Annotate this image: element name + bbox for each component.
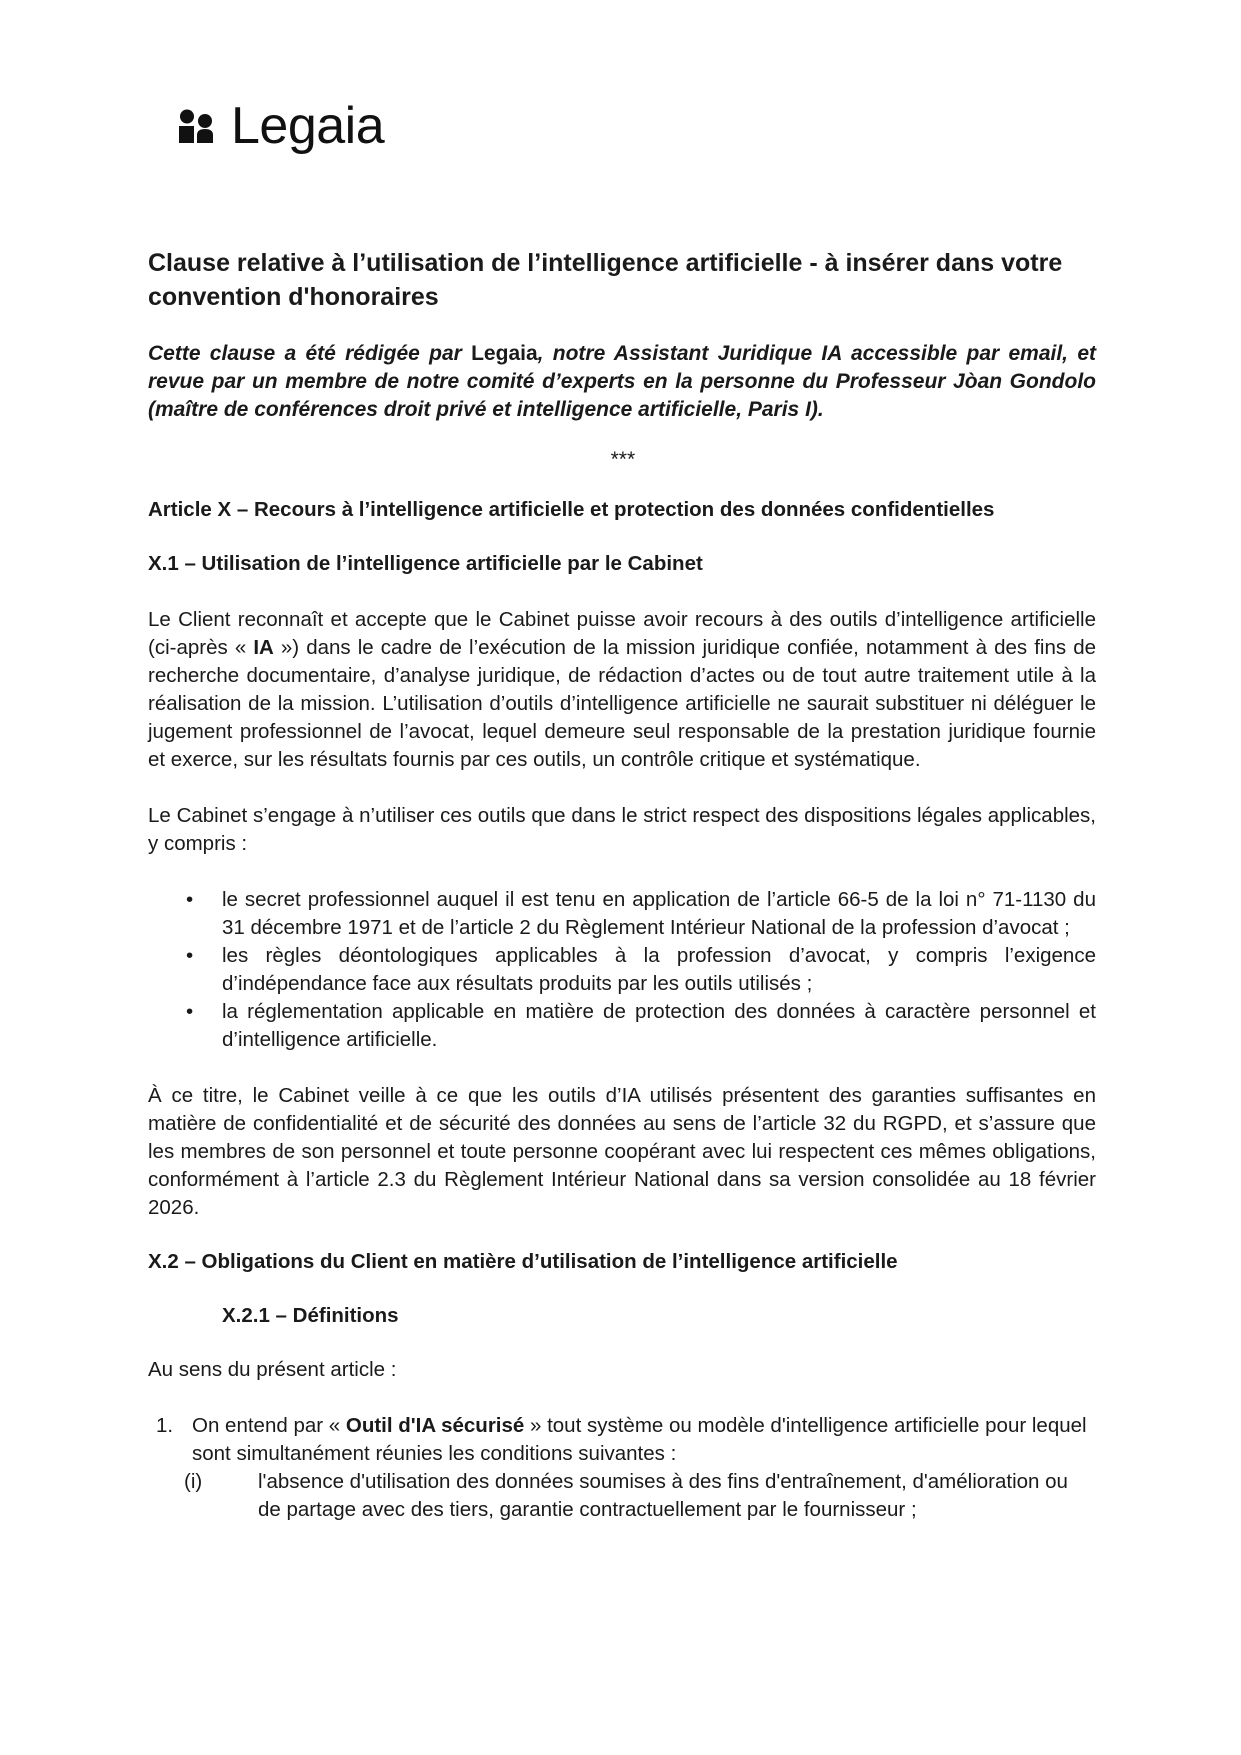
legaia-logo <box>179 97 385 155</box>
section-x1-title: X.1 – Utilisation de l’intelligence artificielle par le Cabinet <box>148 552 703 575</box>
x1-paragraph-2: Le Cabinet s’engage à n’utiliser ces outils que dans le strict respect des dispositions légales applicables, y compris : <box>148 804 1096 855</box>
x1-p1-start: Le Client reconnaît et accepte que le Cabinet puisse avoir recours à des outils d’intelligence artificielle (ci-après « <box>148 608 1096 659</box>
sub-item-number: (i) <box>184 1470 203 1493</box>
x1-p1-term: IA <box>253 636 274 659</box>
document-body <box>148 246 1096 1524</box>
article-title: Article X – Recours à l’intelligence artificielle et protection des données confidentielles <box>148 498 995 521</box>
list-item-text: la réglementation applicable en matière de protection des données à caractère personnel et d’intelligence artificielle. <box>222 1000 1096 1051</box>
intro-text-end: , notre Assistant Juridique IA accessible par email, et revue par un membre de notre comité d’experts en la personne du Professeur Jòan Gondolo (maître de conférences droit privé et intelligence artificielle, Paris I). <box>148 342 1096 421</box>
section-separator: *** <box>609 448 635 471</box>
intro-text-start: Cette clause a été rédigée par <box>148 342 472 365</box>
list-item <box>148 998 1096 1054</box>
x1-p1-end: ») dans le cadre de l’exécution de la mission juridique confiée, notamment à des fins de recherche documentaire, d’analyse juridique, de rédaction d’actes ou de tout autre traitement utile à la réalisation de la mission. L’utilisation d’outils d’intelligence artificielle ne saurait substituer ni déléguer le jugement professionnel de l’avocat, lequel demeure seul responsable de la prestation juridique fournie et exerce, sur les résultats fournis par ces outils, un contrôle critique et systématique. <box>148 636 1096 771</box>
list-item <box>148 886 1096 942</box>
document-title: Clause relative à l’utilisation de l’intelligence artificielle - à insérer dans votre convention d'honoraires <box>148 249 1063 311</box>
legaia-logo-icon <box>179 109 215 143</box>
section-x2-title: X.2 – Obligations du Client en matière d’utilisation de l’intelligence artificielle <box>148 1250 898 1273</box>
intro-paragraph <box>148 340 1096 424</box>
definitions-list <box>148 1412 1096 1524</box>
bullet-icon: • <box>186 1000 194 1023</box>
x1-bullet-list <box>148 886 1096 1054</box>
logo-wordmark: Legaia <box>231 97 385 155</box>
x1-paragraph-1 <box>148 606 1096 774</box>
sub-item <box>148 1468 1096 1524</box>
x1-paragraph-3: À ce titre, le Cabinet veille à ce que les outils d’IA utilisés présentent des garanties suffisantes en matière de confidentialité et de sécurité des données au sens de l’article 32 du RGPD, et s’assure que les membres de son personnel et toute personne coopérant avec lui respectent ces mêmes obligations, conformément à l’article 2.3 du Règlement Intérieur National dans sa version consolidée au 18 février 2026. <box>148 1084 1096 1219</box>
item1-start: On entend par « <box>192 1414 346 1437</box>
list-item-number: 1. <box>156 1414 174 1437</box>
x2-lead: Au sens du présent article : <box>148 1358 397 1381</box>
bullet-icon: • <box>186 944 194 967</box>
list-item-text: le secret professionnel auquel il est tenu en application de l’article 66-5 de la loi n° 71-1130 du 31 décembre 1971 et de l’article 2 du Règlement Intérieur National de la profession d’avocat ; <box>222 888 1096 939</box>
list-item <box>148 1412 1096 1524</box>
bullet-icon: • <box>186 888 194 911</box>
list-item-text <box>192 1412 1096 1468</box>
section-x21-title: X.2.1 – Définitions <box>222 1304 399 1327</box>
list-item <box>148 942 1096 998</box>
item1-term: Outil d'IA sécurisé <box>345 1414 525 1437</box>
item1-end: » tout système ou modèle d'intelligence artificielle pour lequel sont simultanément réunies les conditions suivantes : <box>192 1414 1087 1465</box>
sub-item-text: l'absence d'utilisation des données soumises à des fins d'entraînement, d'amélioration ou de partage avec des tiers, garantie contractuellement par le fournisseur ; <box>258 1470 1068 1521</box>
list-item-text: les règles déontologiques applicables à la profession d’avocat, y compris l’exigence d’indépendance face aux résultats produits par les outils utilisés ; <box>222 944 1096 995</box>
intro-brand: Legaia <box>471 342 538 365</box>
